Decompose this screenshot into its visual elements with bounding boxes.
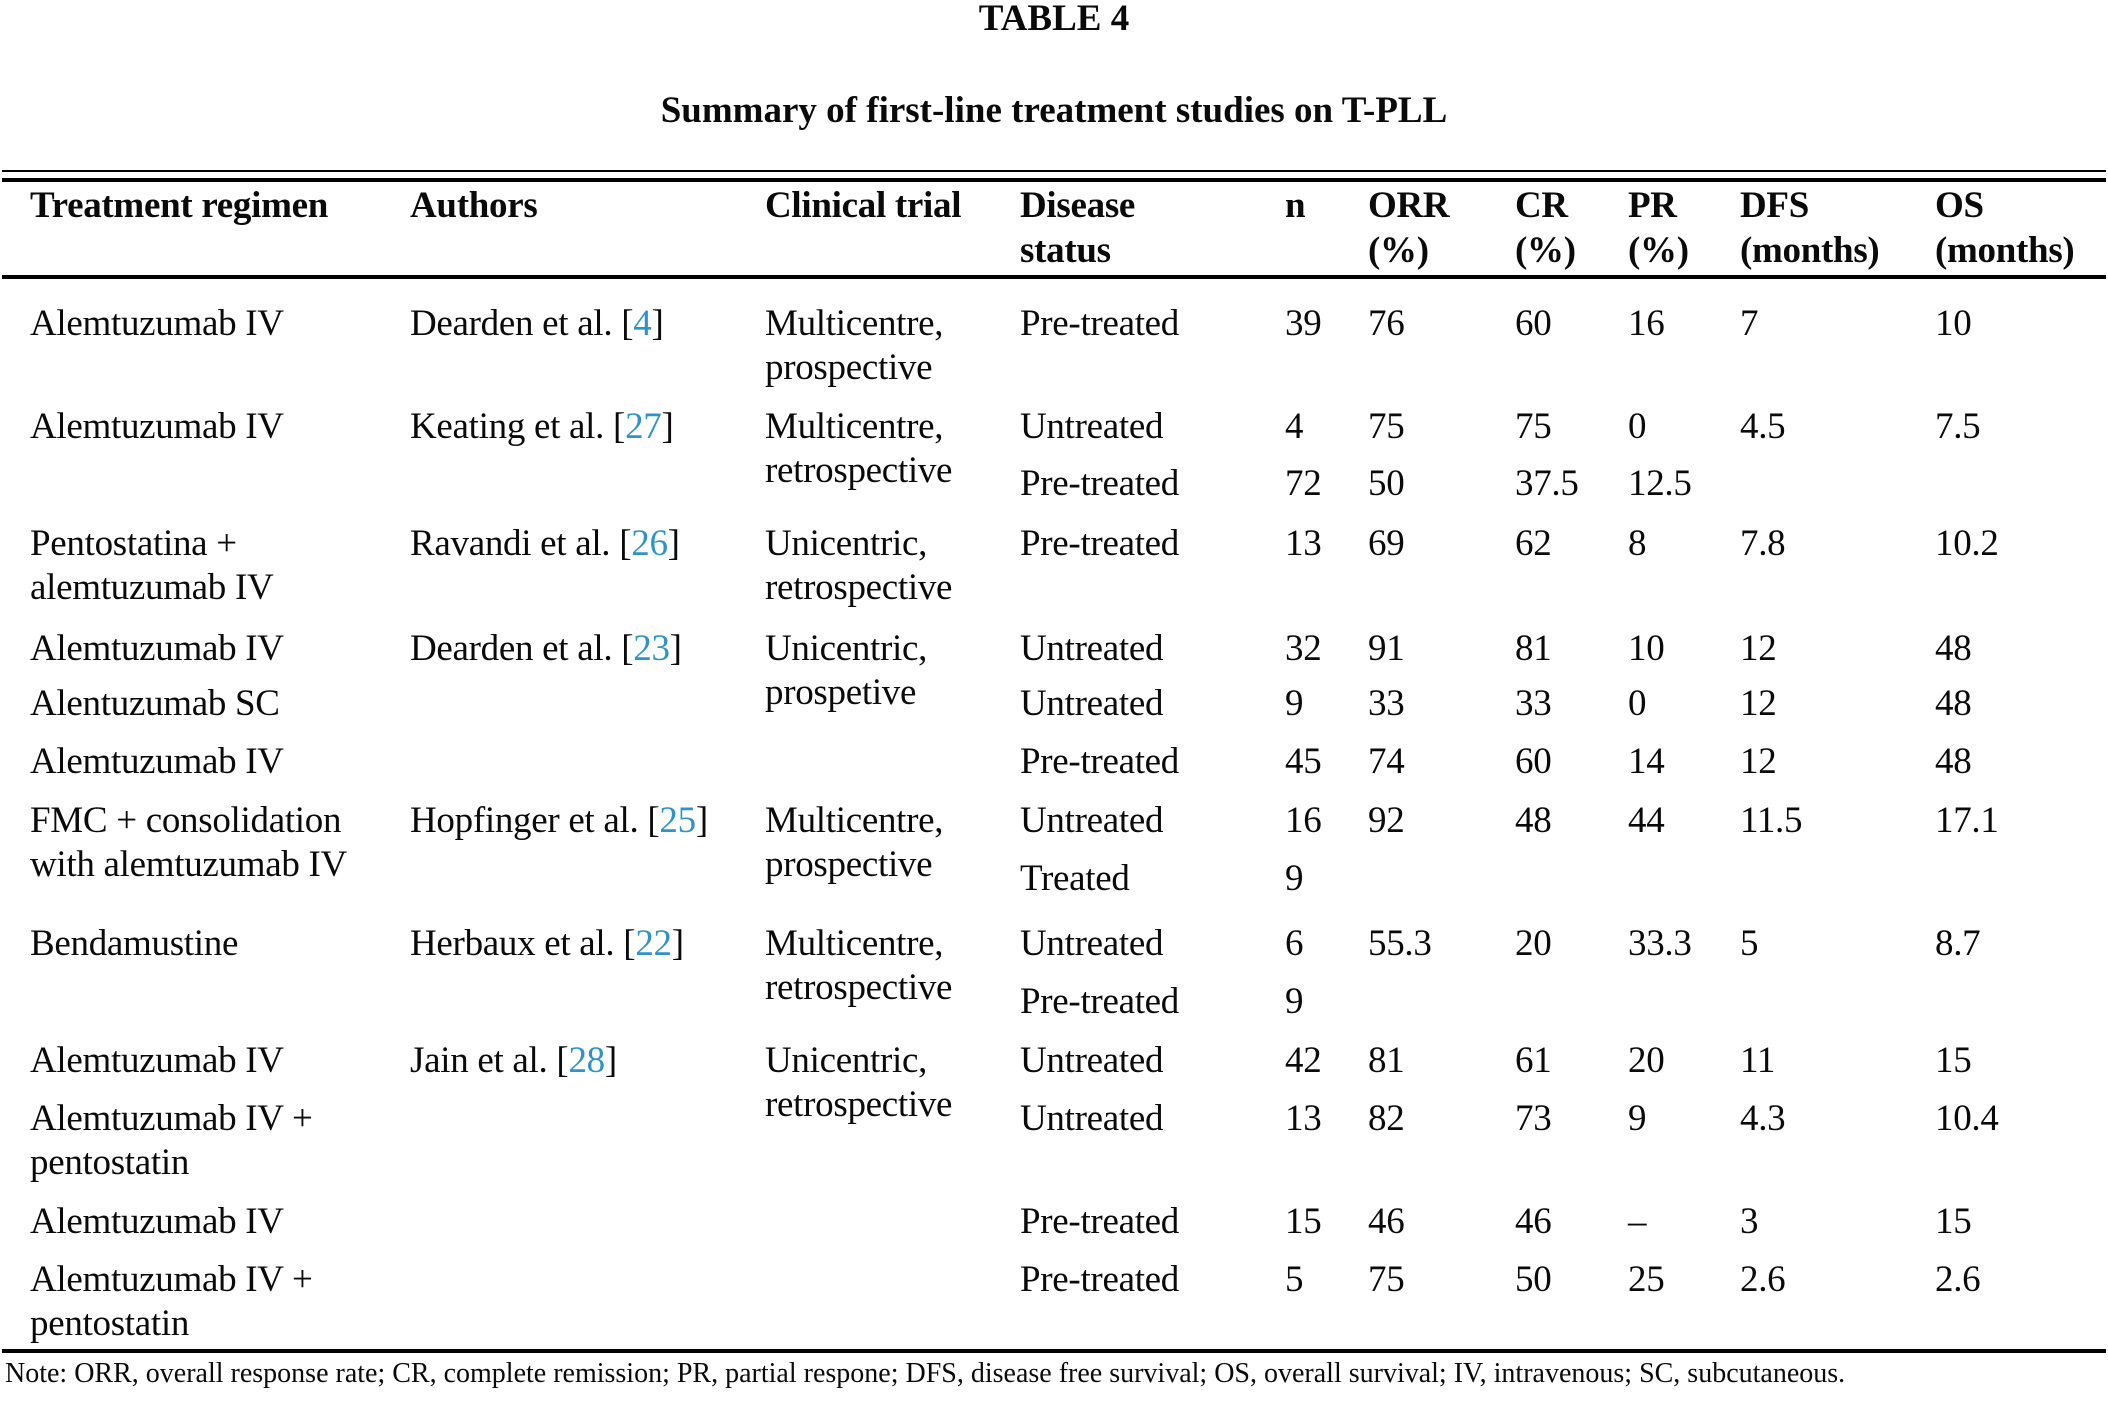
cell-pr: 16 [1628,303,1665,344]
bottom-rule [2,1349,2106,1353]
cell-n: 13 [1285,523,1322,564]
cell-pr: 33.3 [1628,923,1692,964]
cell-cr: 20 [1515,923,1552,964]
column-header-line1: ORR [1368,185,1450,226]
column-header [1368,183,1515,273]
cell-orr: 92 [1368,800,1405,841]
cell-status: Pre-treated [1020,981,1179,1022]
cell-cr: 37.5 [1515,463,1579,504]
table-row [0,302,2108,390]
table-row [0,980,2108,1024]
cell-os: 10.2 [1935,523,1999,564]
cell-n: 4 [1285,406,1304,447]
cell-trial: Unicentric, prospetive [765,628,928,713]
cell-orr: 46 [1368,1201,1405,1242]
cell-authors: Dearden et al. [4] [410,303,664,344]
cell-pr: 14 [1628,741,1665,782]
cell-pr: 0 [1628,406,1647,447]
cell-n: 6 [1285,923,1304,964]
cell-regimen: Pentostatina + alemtuzumab IV [30,523,274,608]
column-header-line2: (%) [1368,230,1429,271]
cell-status: Pre-treated [1020,741,1179,782]
cell-status: Pre-treated [1020,1259,1179,1300]
column-header-line1: Authors [410,185,538,226]
cell-pr: 8 [1628,523,1647,564]
cell-cr: 33 [1515,683,1552,724]
cell-cr: 61 [1515,1040,1552,1081]
cell-os: 48 [1935,628,1972,669]
cell-trial [765,740,1000,784]
cell-os [1935,857,2108,901]
table-header [0,183,2108,273]
authors-text: Jain et al. [410,1040,548,1081]
cell-status: Untreated [1020,800,1164,841]
table-row [0,1258,2108,1346]
cell-regimen: Alemtuzumab IV [30,628,284,669]
cell-n: 42 [1285,1040,1322,1081]
cell-dfs: 11 [1740,1040,1776,1081]
cell-status: Untreated [1020,406,1164,447]
table-row [0,682,2108,726]
cell-cr: 81 [1515,628,1552,669]
cell-status: Untreated [1020,923,1164,964]
cell-os: 15 [1935,1040,1972,1081]
cell-orr: 82 [1368,1098,1405,1139]
cell-orr: 69 [1368,523,1405,564]
cell-n: 45 [1285,741,1322,782]
cell-regimen: Alemtuzumab IV [30,406,284,447]
cell-dfs: 12 [1740,741,1777,782]
cell-n: 32 [1285,628,1322,669]
cell-n: 13 [1285,1098,1322,1139]
column-header [765,183,1020,273]
cell-dfs [1740,980,1935,1024]
cell-status: Pre-treated [1020,463,1179,504]
cell-authors: Ravandi et al. [26] [410,523,680,564]
cell-cr: 60 [1515,303,1552,344]
cell-trial: Unicentric, retrospective [765,1040,953,1125]
cell-n: 72 [1285,463,1322,504]
column-header-line1: CR [1515,185,1568,226]
reference-link[interactable]: 26 [631,523,668,564]
cell-os [1935,462,2108,506]
cell-pr: 0 [1628,683,1647,724]
column-header [30,183,410,273]
cell-status: Untreated [1020,1098,1164,1139]
column-header-line1: Clinical trial [765,185,962,226]
cell-os: 7.5 [1935,406,1981,447]
cell-dfs: 7 [1740,303,1759,344]
cell-os: 10.4 [1935,1098,1999,1139]
cell-orr: 81 [1368,1040,1405,1081]
authors-text: Dearden et al. [410,303,613,344]
reference-link[interactable]: 22 [635,923,672,964]
cell-n: 9 [1285,981,1304,1022]
cell-orr: 74 [1368,741,1405,782]
cell-dfs: 4.5 [1740,406,1786,447]
table-note: Note: ORR, overall response rate; CR, complete remission; PR, partial respone; DFS, disease free survival; OS, overall survival; IV, intravenous; SC, subcutaneous. [5,1358,1846,1389]
cell-authors: Jain et al. [28] [410,1040,617,1081]
cell-status: Pre-treated [1020,523,1179,564]
cell-orr: 55.3 [1368,923,1432,964]
cell-regimen [30,857,370,901]
table-row [0,1200,2108,1244]
cell-status: Untreated [1020,628,1164,669]
cell-cr [1515,980,1628,1024]
cell-cr: 48 [1515,800,1552,841]
cell-trial: Multicentre, prospective [765,303,944,388]
cell-regimen: Bendamustine [30,923,239,964]
column-header [1285,183,1368,273]
column-header-line1: OS [1935,185,1984,226]
cell-authors [410,462,765,506]
cell-status: Treated [1020,858,1130,899]
cell-pr: 12.5 [1628,463,1692,504]
column-header [410,183,765,273]
cell-pr: 20 [1628,1040,1665,1081]
reference-link[interactable]: 23 [633,628,670,669]
cell-os: 8.7 [1935,923,1981,964]
cell-trial [765,462,1000,506]
cell-orr: 76 [1368,303,1405,344]
cell-regimen [30,462,370,506]
table-row [0,857,2108,901]
column-header-line1: Disease [1020,185,1136,226]
cell-n: 9 [1285,858,1304,899]
cell-regimen: Alemtuzumab IV [30,741,284,782]
cell-trial: Multicentre, retrospective [765,923,953,1008]
top-rule [2,170,2106,182]
table-row [0,522,2108,610]
cell-trial [765,1097,1000,1185]
column-header-line2: status [1020,230,1111,271]
header-rule [2,275,2106,279]
table-row [0,740,2108,784]
cell-authors [410,857,765,901]
cell-cr: 73 [1515,1098,1552,1139]
cell-dfs: 12 [1740,683,1777,724]
cell-n: 39 [1285,303,1322,344]
cell-authors: Hopfinger et al. [25] [410,800,708,841]
cell-authors [410,740,765,784]
column-header-line2: (%) [1628,230,1689,271]
cell-os [1935,980,2108,1024]
column-header-line1: n [1285,185,1306,226]
cell-trial [765,1200,1000,1244]
column-header [1515,183,1628,273]
cell-cr: 62 [1515,523,1552,564]
cell-orr [1368,857,1515,901]
cell-os: 48 [1935,683,1972,724]
column-header [1020,183,1285,273]
table-title: Summary of first-line treatment studies on T-PLL [660,90,1448,131]
cell-authors: Herbaux et al. [22] [410,923,684,964]
authors-text: Dearden et al. [410,628,613,669]
cell-cr: 50 [1515,1259,1552,1300]
cell-pr: 9 [1628,1098,1647,1139]
cell-os: 17.1 [1935,800,1999,841]
cell-pr [1628,980,1740,1024]
cell-orr: 33 [1368,683,1405,724]
cell-cr [1515,857,1628,901]
cell-authors: Dearden et al. [23] [410,628,682,669]
column-header [1628,183,1740,273]
cell-cr: 46 [1515,1201,1552,1242]
column-header [1935,183,2108,273]
column-header-line2: (months) [1935,230,2075,271]
cell-orr [1368,980,1515,1024]
cell-orr: 91 [1368,628,1405,669]
cell-regimen [30,980,370,1024]
cell-authors [410,1200,765,1244]
cell-os: 10 [1935,303,1972,344]
cell-regimen: Alemtuzumab IV + pentostatin [30,1098,313,1183]
table-row [0,462,2108,506]
cell-dfs: 7.8 [1740,523,1786,564]
cell-trial [765,682,1000,726]
cell-regimen: Alemtuzumab IV [30,303,284,344]
cell-dfs: 2.6 [1740,1259,1786,1300]
cell-dfs [1740,857,1935,901]
cell-authors [410,682,765,726]
column-header-line1: Treatment regimen [30,185,329,226]
cell-n: 15 [1285,1201,1322,1242]
cell-dfs [1740,462,1935,506]
cell-orr: 75 [1368,406,1405,447]
cell-regimen: Alentuzumab SC [30,683,280,724]
reference-link[interactable]: 27 [625,406,662,447]
cell-n: 16 [1285,800,1322,841]
cell-regimen: Alemtuzumab IV [30,1201,284,1242]
cell-status: Pre-treated [1020,303,1179,344]
cell-status: Untreated [1020,1040,1164,1081]
cell-authors [410,980,765,1024]
cell-authors [410,1258,765,1346]
column-header [1740,183,1935,273]
cell-authors [410,1097,765,1185]
table-label: TABLE 4 [978,0,1130,39]
table-row [0,1097,2108,1185]
cell-trial [765,857,1000,901]
authors-text: Keating et al. [410,406,605,447]
cell-orr: 50 [1368,463,1405,504]
cell-trial: Multicentre, retrospective [765,406,953,491]
cell-pr: 25 [1628,1259,1665,1300]
cell-os: 48 [1935,741,1972,782]
cell-dfs: 3 [1740,1201,1759,1242]
cell-trial: Multicentre, prospective [765,800,944,885]
cell-pr: – [1628,1201,1647,1242]
column-header-line2: (%) [1515,230,1576,271]
cell-authors: Keating et al. [27] [410,406,674,447]
authors-text: Ravandi et al. [410,523,611,564]
cell-trial: Unicentric, retrospective [765,523,953,608]
cell-status: Untreated [1020,683,1164,724]
column-header-line2: (months) [1740,230,1880,271]
cell-regimen: Alemtuzumab IV + pentostatin [30,1259,313,1344]
cell-os: 2.6 [1935,1259,1981,1300]
reference-link[interactable]: 25 [659,800,696,841]
cell-cr: 75 [1515,406,1552,447]
cell-n: 9 [1285,683,1304,724]
reference-link[interactable]: 28 [568,1040,605,1081]
cell-pr [1628,857,1740,901]
cell-dfs: 4.3 [1740,1098,1786,1139]
cell-pr: 44 [1628,800,1665,841]
cell-status: Pre-treated [1020,1201,1179,1242]
cell-regimen: Alemtuzumab IV [30,1040,284,1081]
column-header-line1: PR [1628,185,1677,226]
cell-regimen: FMC + consolidation with alemtuzumab IV [30,800,347,885]
cell-dfs: 12 [1740,628,1777,669]
cell-trial [765,1258,1000,1346]
cell-trial [765,980,1000,1024]
cell-orr: 75 [1368,1259,1405,1300]
authors-text: Herbaux et al. [410,923,615,964]
cell-os: 15 [1935,1201,1972,1242]
column-header-line1: DFS [1740,185,1809,226]
cell-cr: 60 [1515,741,1552,782]
authors-text: Hopfinger et al. [410,800,639,841]
cell-dfs: 5 [1740,923,1759,964]
cell-dfs: 11.5 [1740,800,1803,841]
reference-link[interactable]: 4 [633,303,652,344]
cell-n: 5 [1285,1259,1304,1300]
cell-pr: 10 [1628,628,1665,669]
